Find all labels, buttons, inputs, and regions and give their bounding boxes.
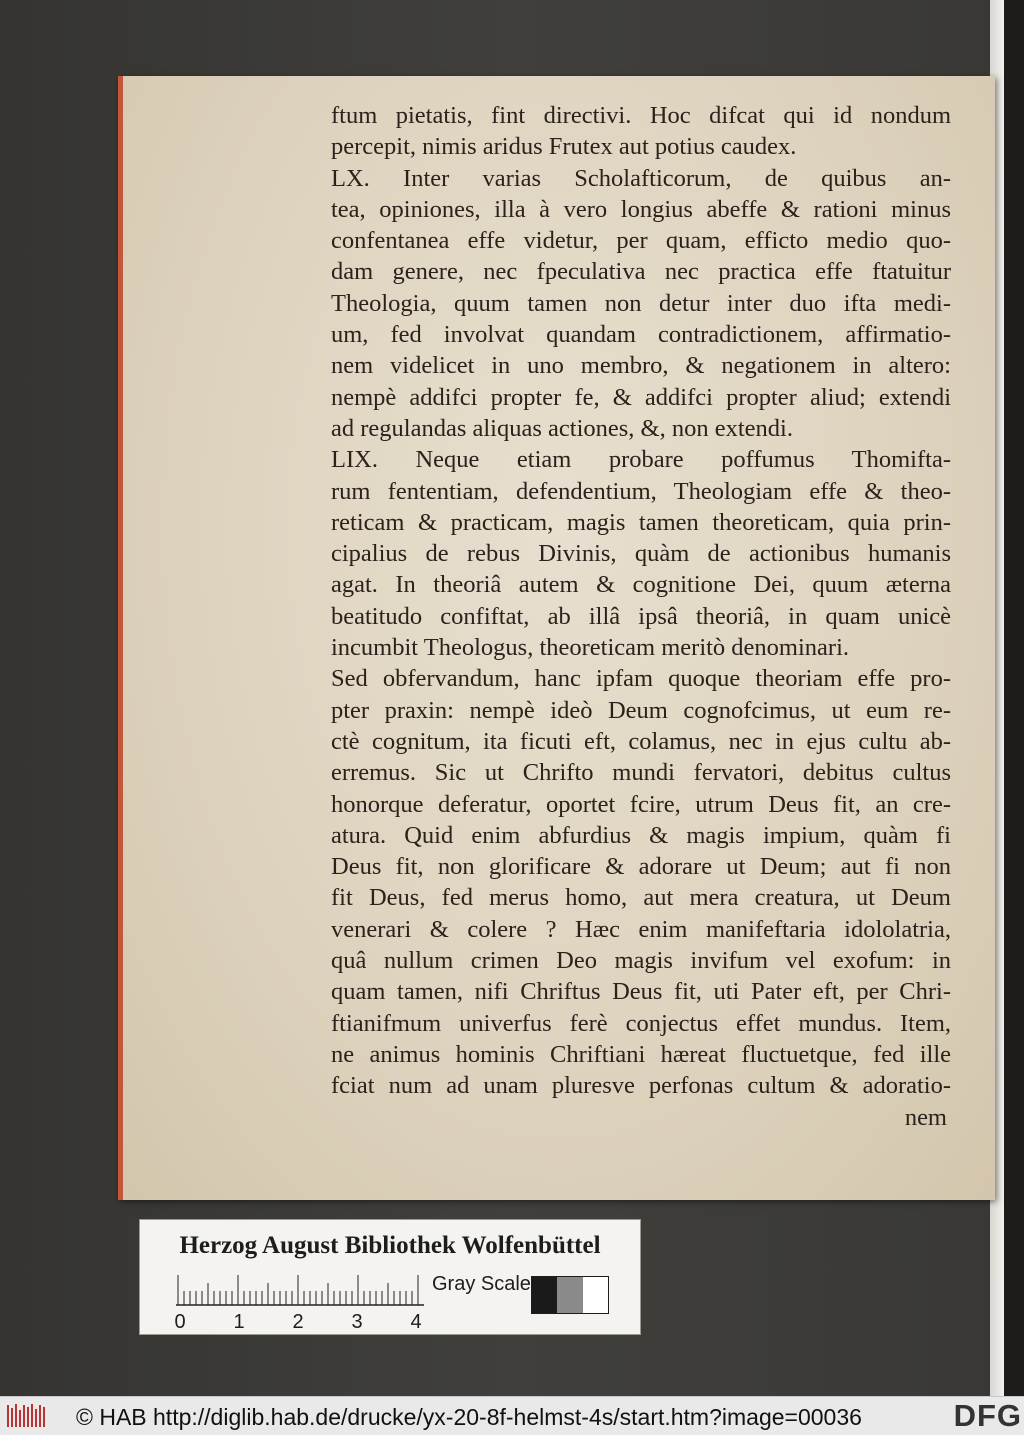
text-line: atura. Quid enim abfurdius & magis impium, quàm fi xyxy=(331,821,951,849)
text-line: percepit, nimis aridus Frutex aut potius caudex. xyxy=(331,133,797,161)
library-name: Herzog August Bibliothek Wolfenbüttel xyxy=(179,1232,601,1259)
ruler-labels xyxy=(170,1311,430,1335)
text-line: cipalius de rebus Divinis, quàm de actionibus humanis xyxy=(331,540,951,568)
text-line: rum fententiam, defendentium, Theologiam effe & theo- xyxy=(331,477,951,505)
gray-swatch xyxy=(557,1277,582,1313)
text-line: LX. Inter varias Scholafticorum, de quibus an- xyxy=(331,164,951,192)
gray-scale-label: Gray Scale xyxy=(432,1273,531,1295)
text-line: tea, opiniones, illa à vero longius abeffe & rationi minus xyxy=(331,195,951,223)
book-page xyxy=(118,76,995,1200)
text-line: um, fed involvat quandam contradictionem, affirmatio- xyxy=(331,321,951,349)
text-line: quâ nullum crimen Deo magis invifum vel exofum: in xyxy=(331,947,951,975)
text-line: reticam & practicam, magis tamen theoreticam, quia prin- xyxy=(331,508,951,536)
text-line: erremus. Sic ut Chrifto mundi fervatori, debitus cultus xyxy=(331,759,951,787)
text-line: fit Deus, fed merus homo, aut mera creatura, ut Deum xyxy=(331,884,951,912)
text-line: fciat num ad unam pluresve perfonas cultum & adoratio- xyxy=(331,1072,951,1100)
gray-swatch xyxy=(532,1277,557,1313)
text-line: LIX. Neque etiam probare poffumus Thomifta- xyxy=(331,446,951,474)
text-line: ne animus hominis Chriftiani hæreat fluctuetque, fed ille xyxy=(331,1040,951,1068)
source-url[interactable]: © HAB http://diglib.hab.de/drucke/yx-20-8f-helmst-4s/start.htm?image=00036 xyxy=(76,1404,862,1430)
text-line: incumbit Theologus, theoreticam meritò denominari. xyxy=(331,634,850,662)
text-line: pter praxin: nempè ideò Deum cognofcimus, ut eum re- xyxy=(331,696,951,724)
text-line: honorque deferatur, oportet fcire, utrum Deus fit, an cre- xyxy=(331,790,951,818)
text-line: Sed obfervandum, hanc ipfam quoque theoriam effe pro- xyxy=(331,665,951,693)
ruler-label: 3 xyxy=(351,1311,363,1333)
ruler xyxy=(176,1274,424,1306)
binding-shadow xyxy=(1004,0,1024,1396)
gray-swatch xyxy=(583,1277,608,1313)
text-line: ctè cognitum, ita ficuti eft, colamus, nec in ejus cultu ab- xyxy=(331,727,951,755)
ruler-label: 2 xyxy=(292,1311,304,1333)
text-line: Deus fit, non glorificare & adorare ut Deum; aut fi non xyxy=(331,853,951,881)
ruler-label: 4 xyxy=(410,1311,422,1333)
page-text xyxy=(331,100,951,1133)
text-line: Theologia, quum tamen non detur inter duo ifta medi- xyxy=(331,289,951,317)
footer-bar xyxy=(0,1396,1024,1435)
text-line: dam genere, nec fpeculativa nec practica effe ftatuitur xyxy=(331,258,951,286)
text-line: quam tamen, nifi Chriftus Deus fit, uti Pater eft, per Chri- xyxy=(331,978,951,1006)
text-line: nempè addifci propter fe, & addifci propter aliud; extendi xyxy=(331,383,951,411)
gray-scale-swatches xyxy=(531,1276,609,1314)
ruler-label: 1 xyxy=(233,1311,245,1333)
text-line: ftum pietatis, fint directivi. Hoc difcat qui id nondum xyxy=(331,102,951,129)
text-line: nem videlicet in uno membro, & negationem in altero: xyxy=(331,352,951,380)
ruler-label: 0 xyxy=(174,1311,186,1333)
text-line: venerari & colere ? Hæc enim manifeftaria idololatria, xyxy=(331,915,951,943)
text-line: agat. In theoriâ autem & cognitione Dei, quum æterna xyxy=(331,571,951,599)
text-line: ad regulandas aliquas actiones, &, non extendi. xyxy=(331,414,793,442)
dfg-logo: DFG xyxy=(953,1398,1022,1433)
text-line: ftianifmum univerfus ferè conjectus effet mundus. Item, xyxy=(331,1009,951,1037)
text-line: beatitudo confiftat, ab illâ ipsâ theoriâ, in quam unicè xyxy=(331,602,951,630)
catchword: nem xyxy=(904,1103,947,1131)
hab-barcode-logo-icon xyxy=(6,1402,48,1430)
text-line: confentanea effe videtur, per quam, efficto medio quo- xyxy=(331,227,951,255)
